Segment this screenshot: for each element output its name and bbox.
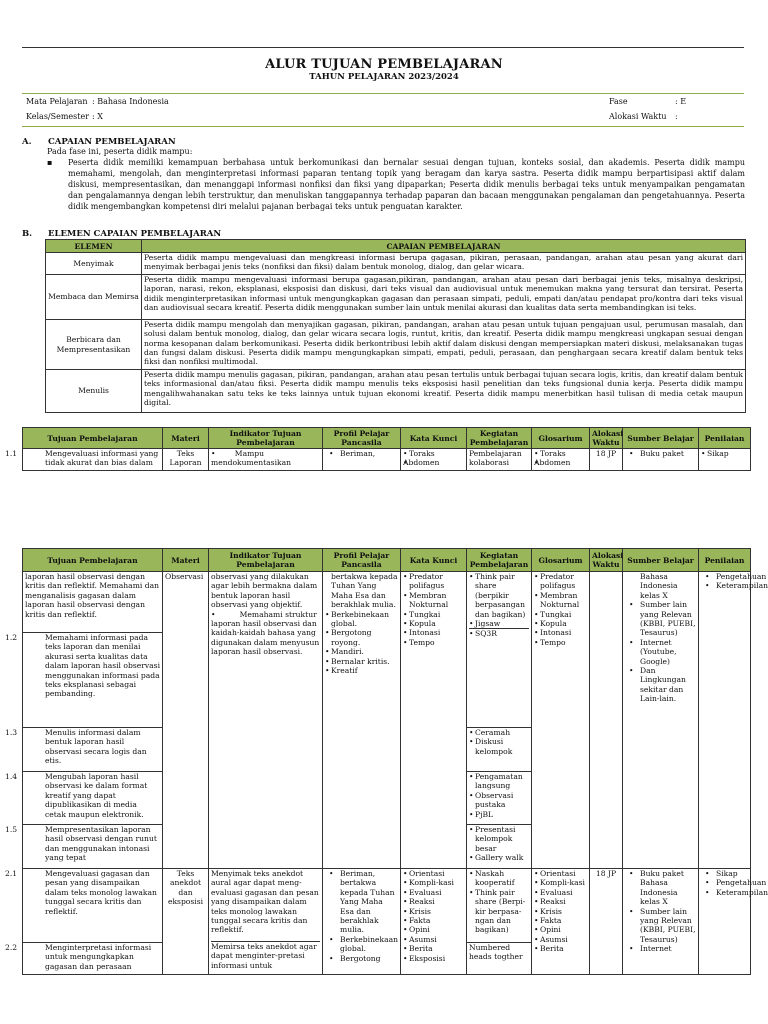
tp-number: 1.1: [5, 449, 18, 458]
bullet-icon: •: [211, 449, 216, 458]
list-item: • Opini: [403, 925, 464, 934]
header-alokasi: Alokasi Waktu: [590, 428, 623, 449]
list-item: • Beriman, bertakwa kepada Tuhan Yang Maha Esa dan berakhlak mulia.: [325, 869, 398, 935]
elemen-cell: Membaca dan Memirsa: [46, 275, 142, 320]
alokasi-cell: [590, 572, 623, 869]
alokasi-cell: 18 JP: [590, 449, 623, 471]
kegiatan-cell: [467, 869, 532, 943]
tp-text: Mengevaluasi informasi yang tidak akurat dan bias dalam: [45, 449, 159, 468]
list-item: • Internet: [625, 944, 696, 953]
list-item: • Fakta: [403, 916, 464, 925]
glosarium-cell: [532, 572, 590, 869]
list-item: • Sikap: [701, 449, 748, 458]
capaian-cell: Peserta didik mampu menulis gagasan, pikiran, pandangan, arahan atau pesan tertulis untuk berbagai tujuan secara logis, kritis, dan kreatif dalam bentuk teks informasional dan/atau fiksi. Peserta didik mampu menulis teks eksposisi hasil penelitian dan teks fungsional dunia kerja. Peserta didik mampu mengalihwahanakan satu teks ke teks lainnya untuk tujuan ekonomi kreatif. Peserta didik mampu menerbitkan hasil tulisan di media cetak maupun digital.: [142, 370, 746, 413]
profil-lead: bertakwa kepada Tuhan Yang Maha Esa dan berakhlak mulia.: [331, 572, 398, 610]
tp-text: Menginterpretasi informasi untuk mengungkapkan gagasan dan perasaan: [45, 943, 152, 971]
tp-text: Mengubah laporan hasil observasi ke dalam format kreatif yang dapat dipublikasikan di media cetak maupun elektronik.: [45, 772, 148, 819]
list-item: • Krisis: [534, 907, 587, 916]
list-item: • Orientasi: [403, 869, 464, 878]
list-item: • Bergotong: [325, 954, 398, 963]
page-title: ALUR TUJUAN PEMBELAJARAN: [265, 57, 503, 72]
header-alokasi: Alokasi Waktu: [590, 549, 623, 572]
materi-cell: Teks anekdot dan eksposisi: [163, 869, 209, 975]
kelas-label: Kelas/Semester: [26, 112, 90, 121]
header-tujuan: Tujuan Pembelajaran: [23, 549, 163, 572]
section-a-intro: Pada fase ini, peserta didik mampu:: [47, 147, 193, 156]
list-item: • Eksposisi: [403, 954, 464, 963]
list-item: • Tungkai: [534, 610, 587, 619]
list-item: • Berita: [534, 944, 587, 953]
list-item: • Orientasi: [534, 869, 587, 878]
list-item: • Keterampilan: [701, 888, 748, 897]
kegiatan-cell: [467, 772, 532, 825]
list-item: • Internet (Youtube, Google): [625, 638, 696, 666]
list-item: • Berkebinekaan global.: [325, 935, 398, 954]
list-item: • Pengetahuan: [701, 572, 748, 581]
section-a-text: Peserta didik memiliki kemampuan berbahasa untuk berkomunikasi dan bernalar sesuai dengan tujuan, konteks sosial, dan akademis. Peserta didik mampu memahami, mengolah, dan menginterpretasi informasi paparan tentang topik yang beragam dan karya sastra. Peserta didik mampu berpartisipasi aktif dalam diskusi, mempresentasikan, dan menanggapi informasi nonfiksi dan fiksi yang dipaparkan; Peserta didik menulis berbagai teks untuk menyampaikan pengamatan dan pengalamannya dengan lebih terstruktur, dan menuliskan tanggapannya terhadap paparan dan bacaan menggunakan pengalaman dan pengetahuannya. Peserta didik mengembangkan kompetensi diri melalui pajanan berbagai teks untuk penguatan karakter.: [68, 158, 745, 212]
list-item: • Diskusi kelompok: [469, 737, 529, 756]
list-item: • Dan Lingkungan sekitar dan Lain-lain.: [625, 666, 696, 704]
header-indikator: Indikator Tujuan Pembelajaran: [209, 428, 323, 449]
section-a-title: CAPAIAN PEMBELAJARAN: [48, 137, 176, 147]
elemen-row: [46, 320, 746, 370]
kegiatan-cell: [467, 825, 532, 869]
header-sumber: Sumber Belajar: [623, 549, 699, 572]
penilaian-cell: [699, 869, 768, 975]
mapel-label: Mata Pelajaran: [26, 97, 88, 106]
header-kata-kunci: Kata Kunci: [401, 549, 467, 572]
alokasi-cell: 18 JP: [590, 869, 623, 975]
list-item: • Keterampilan: [701, 581, 748, 590]
capaian-header: CAPAIAN PEMBELAJARAN: [142, 240, 746, 253]
list-item: • Ceramah: [469, 728, 529, 737]
list-item: • Beriman,: [325, 449, 398, 458]
indikator-text-2: Memahami struktur laporan hasil observasi dan kaidah-kaidah bahasa yang digunakan dalam menyusun laporan hasil observasi.: [211, 609, 320, 657]
list-item: • Toraks: [534, 449, 587, 458]
list-item: • Sumber lain yang Relevan (KBBI, PUEBI, Tesaurus): [625, 600, 696, 638]
list-item: • Intonasi: [534, 628, 587, 637]
indikator-text-2: Memirsa teks anekdot agar dapat menginter-pretasi informasi untuk: [211, 942, 317, 970]
list-item: • Bernalar kritis.: [325, 657, 398, 666]
list-item: • Bergotong royong.: [325, 628, 398, 647]
list-item: • Presentasi kelompok besar: [469, 825, 529, 853]
fase-value: : E: [675, 97, 687, 106]
list-item: • Sumber lain yang Relevan (KBBI, PUEBI, Tesaurus): [625, 907, 696, 945]
list-item: • SQ3R: [469, 628, 529, 638]
tujuan-table-1: [5, 427, 751, 471]
header-kata-kunci: Kata Kunci: [401, 428, 467, 449]
list-item-cont: • Abdomen: [534, 458, 587, 467]
list-item: • Tempo: [403, 638, 464, 647]
tp-number: 1.4: [5, 772, 18, 781]
list-item-cont: • Abdomen: [403, 458, 464, 467]
kegiatan-cell: [467, 572, 532, 728]
sumber-cell: [623, 869, 699, 975]
list-item: • Mandiri.: [325, 647, 398, 656]
list-item: • Buku paket Bahasa Indonesia kelas X: [625, 869, 696, 907]
indikator-cell: [209, 572, 323, 869]
list-item: • Asumsi: [403, 935, 464, 944]
bullet-icon: •: [211, 609, 216, 619]
header-kegiatan: Kegiatan Pembelajaran: [467, 549, 532, 572]
indikator-text: observasi yang dilakukan agar lebih bermakna dalam bentuk laporan hasil observasi yang objektif.: [211, 572, 318, 610]
list-item: • Tungkai: [403, 610, 464, 619]
list-item: • Observasi pustaka: [469, 791, 529, 810]
tp-number: 1.5: [5, 825, 18, 834]
profil-cell: [323, 869, 401, 975]
kegiatan-tail: Numbered heads togther: [467, 943, 532, 975]
list-item: • Kreatif: [325, 666, 398, 675]
tujuan-table-2: [5, 548, 768, 975]
profil-cell: [323, 572, 401, 869]
list-item: • Asumsi: [534, 935, 587, 944]
list-item: • Fakta: [534, 916, 587, 925]
kegiatan-cell: [467, 728, 532, 772]
elemen-cell: Menulis: [46, 370, 142, 413]
elemen-cell: Menyimak: [46, 253, 142, 275]
info-band: [22, 93, 744, 127]
list-item: • Pengamatan langsung: [469, 772, 529, 791]
list-item: • Pengetahuan: [701, 878, 748, 887]
header-tujuan: Tujuan Pembelajaran: [23, 428, 163, 449]
list-item: • Toraks: [403, 449, 464, 458]
header-glosarium: Glosarium: [532, 428, 590, 449]
square-bullet-icon: ▪: [47, 158, 53, 167]
capaian-cell: Peserta didik mampu mengevaluasi informasi berupa gagasan,pikiran, pandangan, arahan atau pesan dari berbagai jenis teks, misalnya deskripsi, laporan, narasi, rekon, eksplanasi, eksposisi dan diskusi, dari teks visual dan audiovisual untuk menemukan makna yang tersurat dan tersirat. Peserta didik menginterpretasikan informasi untuk mengungkapkan gagasan dan perasaan simpati, peduli, empati dan/atau pendapat pro/kontra dari teks visual dan audiovisual secara kreatif. Peserta didik menggunakan sumber lain untuk menilai akurasi dan kualitas data serta membandingkan isi teks.: [142, 275, 746, 320]
mapel-value: : Bahasa Indonesia: [92, 97, 169, 106]
list-item: • Kompli-kasi: [534, 878, 587, 887]
header-indikator: Indikator Tujuan Pembelajaran: [209, 549, 323, 572]
elemen-header: ELEMEN: [46, 240, 142, 253]
header-profil: Profil Pelajar Pancasila: [323, 428, 401, 449]
list-item: • PjBL: [469, 810, 529, 819]
alokasi-value: :: [675, 112, 678, 121]
materi-cell: Observasi: [163, 572, 209, 869]
kegiatan-cell: Pembelajaran kolaborasi: [467, 449, 532, 471]
list-item: • Naskah kooperatif: [469, 869, 529, 888]
sumber-lead: Bahasa Indonesia kelas X: [640, 572, 678, 600]
tp-text: Mengevaluasi gagasan dan pesan yang disampaikan dalam teks monolog lawakan tunggal secara kritis dan reflektif.: [45, 869, 157, 916]
elemen-table: [45, 239, 746, 413]
capaian-cell: Peserta didik mampu mengevaluasi dan mengkreasi informasi berupa gagasan, pikiran, perasaan, pandangan, arahan atau pesan yang akurat dari menyimak berbagai jenis teks (nonfiksi dan fiksi) dalam bentuk monolog, dialog, dan gelar wicara.: [142, 253, 746, 275]
tp-number: 1.3: [5, 728, 18, 737]
list-item: • Buku paket: [625, 449, 696, 458]
list-item: • Intonasi: [403, 628, 464, 637]
header-penilaian: Penilaian: [699, 549, 751, 572]
list-item: • Jigsaw: [469, 619, 529, 628]
glosarium-cell: [532, 869, 590, 975]
elemen-row: [46, 253, 746, 275]
list-item: • Kopula: [534, 619, 587, 628]
list-item: • Predator polifagus: [534, 572, 587, 591]
tp-number: 2.2: [5, 943, 18, 952]
indikator-cell: [209, 869, 323, 975]
list-item: • Membran Nokturnal: [534, 591, 587, 610]
tp-number: 1.2: [5, 633, 18, 642]
list-item: • Think pair share (Berpi-kir berpasa-ngan dan bagikan): [469, 888, 529, 935]
table-row: [23, 449, 751, 471]
indikator-text: Menyimak teks anekdot aural agar dapat meng-evaluasi gagasan dan pesan yang disampaikan dalam teks monolog lawakan tunggal secara kritis dan reflektif.: [211, 869, 320, 942]
list-item: • Opini: [534, 925, 587, 934]
fase-label: Fase: [609, 97, 628, 106]
page-subtitle: TAHUN PELAJARAN 2023/2024: [309, 72, 459, 82]
list-item: • Gallery walk: [469, 853, 529, 862]
list-item: • Berita: [403, 944, 464, 953]
list-item: • Tempo: [534, 638, 587, 647]
list-item: • Evaluasi: [403, 888, 464, 897]
penilaian-cell: [699, 572, 768, 869]
indikator-text: Mampu mendokumentasikan: [211, 449, 292, 468]
tp-number: 2.1: [5, 869, 18, 878]
header-sumber: Sumber Belajar: [623, 428, 699, 449]
list-item: • Berkebinekaan global.: [325, 610, 398, 629]
kata-kunci-cell: [401, 572, 467, 869]
kata-kunci-cell: [401, 869, 467, 975]
list-item: • Evaluasi: [534, 888, 587, 897]
section-a-letter: A.: [22, 137, 32, 147]
top-rule: [22, 47, 744, 48]
alokasi-label: Alokasi Waktu: [609, 112, 667, 121]
capaian-cell: Peserta didik mampu mengolah dan menyajikan gagasan, pikiran, pandangan, arahan atau pesan untuk tujuan pengajuan usul, perumusan masalah, dan solusi dalam bentuk monolog, dialog, dan gelar wicara secara logis, runtut, kritis, dan kreatif. Peserta didik mampu mengkreasi ungkapan sesuai dengan norma kesopanan dalam berkomunikasi. Peserta didik berkontribusi lebih aktif dalam diskusi dengan mempersiapkan materi diskusi, melaksanakan tugas dan fungsi dalam diskusi. Peserta didik mampu mengungkapkan simpati, empati, peduli, perasaan, dan penghargaan secara kreatif dalam bentuk teks fiksi dan nonfiksi multimodal.: [142, 320, 746, 370]
list-item: • Kopula: [403, 619, 464, 628]
list-item: • Kompli-kasi: [403, 878, 464, 887]
elemen-row: [46, 370, 746, 413]
list-item: • Reaksi: [403, 897, 464, 906]
materi-cell: Teks Laporan: [163, 449, 209, 471]
list-item: • Reaksi: [534, 897, 587, 906]
list-item: • Predator polifagus: [403, 572, 464, 591]
tp-text: laporan hasil observasi dengan kritis dan reflektif. Memahami dan menganalisis gagasan dalam laporan hasil observasi dengan kritis dan reflektif.: [23, 572, 163, 633]
list-item: • Membran Nokturnal: [403, 591, 464, 610]
elemen-row: [46, 275, 746, 320]
tp-text: Memahami informasi pada teks laporan dan menilai akurasi serta kualitas data dalam laporan hasil observasi menggunakan informasi pada teks eksplanasi sebagai pembanding.: [45, 633, 160, 699]
tp-text: Mempresentasikan laporan hasil observasi dengan runut dan menggunakan intonasi yang tepat: [45, 825, 157, 863]
sumber-cell: [623, 572, 699, 869]
header-kegiatan: Kegiatan Pembelajaran: [467, 428, 532, 449]
header-penilaian: Penilaian: [699, 428, 751, 449]
header-glosarium: Glosarium: [532, 549, 590, 572]
kelas-value: : X: [92, 112, 103, 121]
header-materi: Materi: [163, 428, 209, 449]
tp-text: Menulis informasi dalam bentuk laporan hasil observasi secara logis dan etis.: [45, 728, 147, 766]
table-row: [23, 572, 751, 633]
header-profil: Profil Pelajar Pancasila: [323, 549, 401, 572]
list-item: • Sikap: [701, 869, 748, 878]
table-row: [23, 869, 751, 943]
list-item: • Krisis: [403, 907, 464, 916]
section-b-title: ELEMEN CAPAIAN PEMBELAJARAN: [48, 229, 222, 239]
elemen-cell: Berbicara dan Mempresentasikan: [46, 320, 142, 370]
list-item: • Think pair share (berpikir berpasangan dan bagikan): [469, 572, 529, 619]
section-b-letter: B.: [22, 229, 33, 239]
header-materi: Materi: [163, 549, 209, 572]
